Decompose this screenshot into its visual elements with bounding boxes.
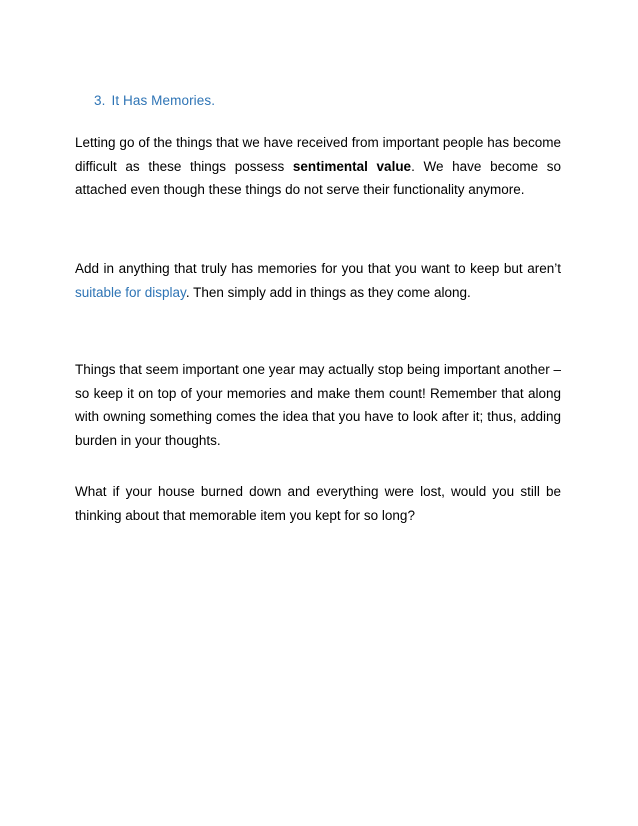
paragraph-house-burned: [75, 480, 561, 527]
section-number: 3.: [94, 93, 106, 108]
paragraph-add-memories: [75, 257, 561, 304]
bold-phrase: sentimental value: [292, 158, 412, 174]
paragraph-text: . Then simply add in things as they come along.: [185, 284, 471, 300]
paragraph-text: . We have become so attached even though these things do not serve their functionality anymore.: [75, 158, 562, 198]
highlighted-phrase: suitable for display: [75, 284, 186, 300]
paragraph-text: Letting go of the things that we have received from important people has become difficult as these things possess: [75, 135, 561, 174]
paragraph-text: Things that seem important one year may actually stop being important another – so keep it on top of your memories and make them count! Remember that along with owning something comes the idea that you have to look after it; thus, adding burden in your thoughts.: [75, 362, 561, 449]
section-heading: [94, 93, 215, 108]
paragraph-text: What if your house burned down and everything were lost, would you still be thinking about that memorable item you kept for so long?: [75, 484, 561, 523]
paragraph-importance-changes: [75, 358, 561, 453]
paragraph-sentimental-value: [75, 131, 561, 202]
paragraph-text: Add in anything that truly has memories for you that you want to keep but aren’t: [75, 261, 561, 276]
section-title: It Has Memories.: [111, 93, 216, 108]
